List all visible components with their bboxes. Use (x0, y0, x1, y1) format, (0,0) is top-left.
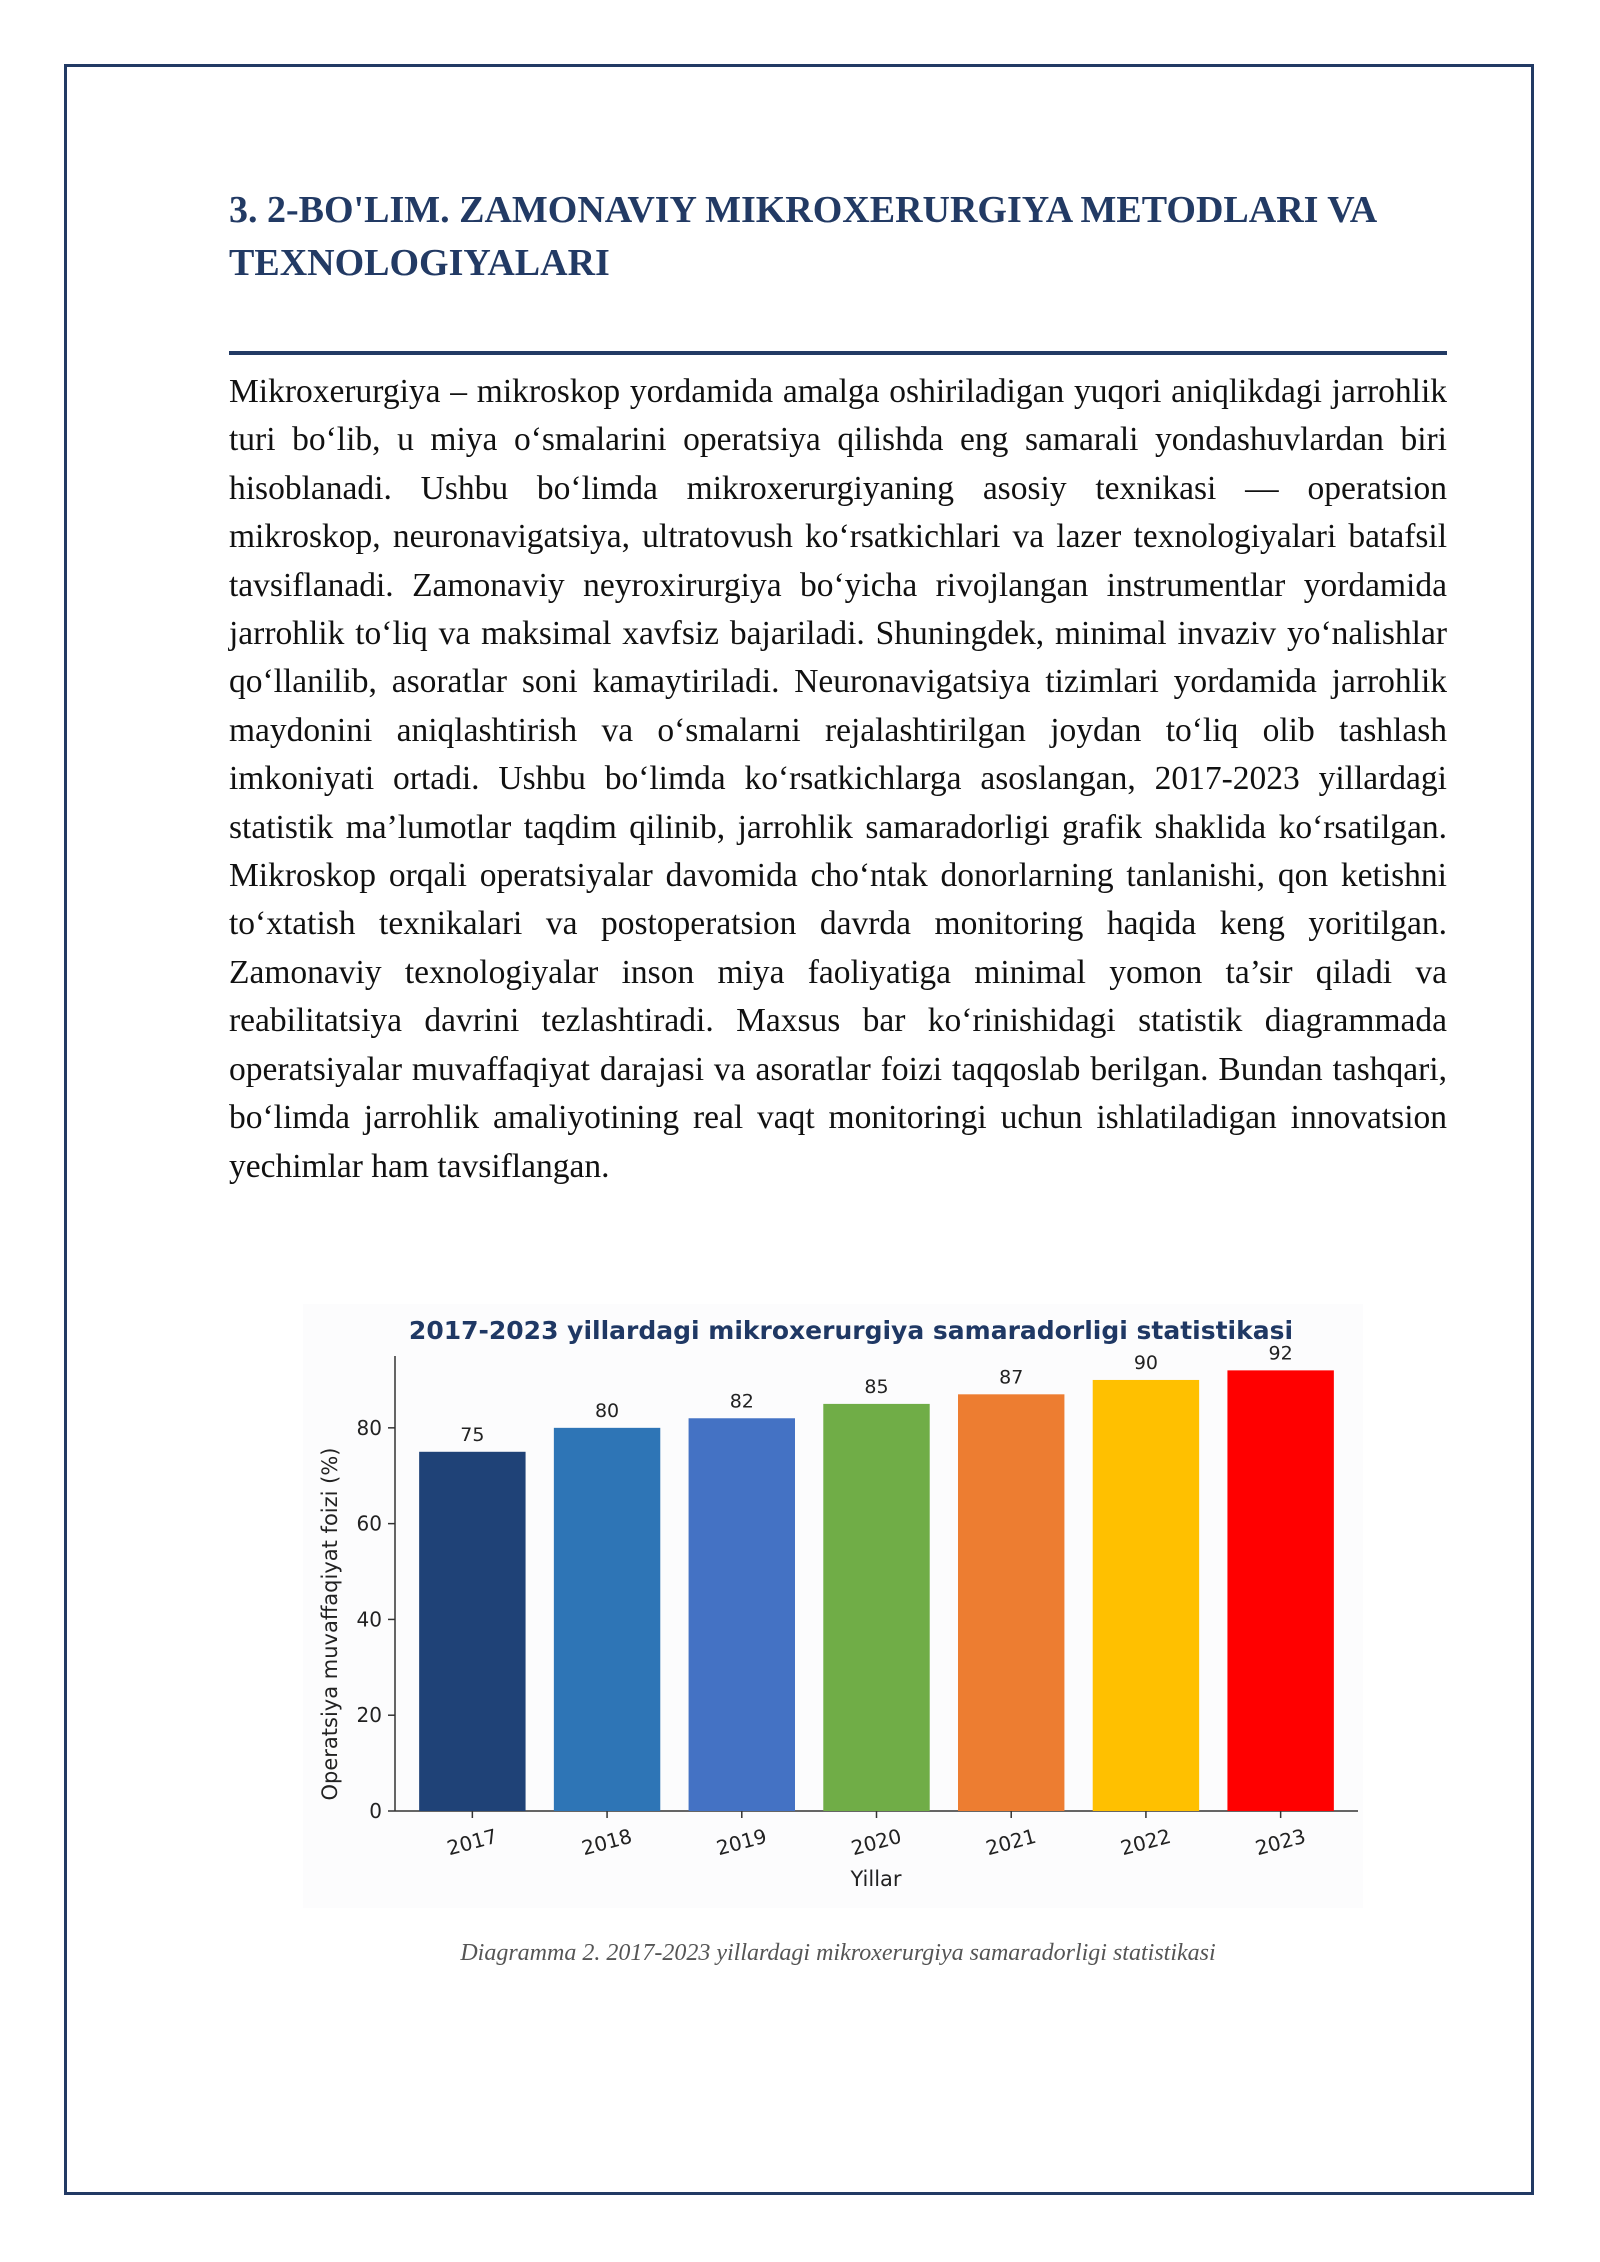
bar-value-label: 75 (460, 1423, 485, 1446)
body-paragraph: Mikroxerurgiya – mikroskop yordamida amalga oshiriladigan yuqori aniqlikdagi jarrohlik turi bo‘lib, u miya o‘smalarini operatsiya qilishda eng samarali yondashuvlardan biri hisoblanadi. Ushbu bo‘limda mikroxerurgiyaning asosiy texnikasi — operatsion mikroskop, neuronavigatsiya, ultratovush ko‘rsatkichlari va lazer texnologiyalari batafsil tavsiflanadi. Zamonaviy neyroxirurgiya bo‘yicha rivojlangan instrumentlar yordamida jarrohlik to‘liq va maksimal xavfsiz bajariladi. Shuningdek, minimal invaziv yo‘nalishlar qo‘llanilib, asoratlar soni kamaytiriladi. Neuronavigatsiya tizimlari yordamida jarrohlik maydonini aniqlashtirish va o‘smalarni rejalashtirilgan joydan to‘liq olib tashlash imkoniyati ortadi. Ushbu bo‘limda ko‘rsatkichlarga asoslangan, 2017-2023 yillardagi statistik ma’lumotlar taqdim qilinib, jarrohlik samaradorligi grafik shaklida ko‘rsatilgan. Mikroskop orqali operatsiyalar davomida cho‘ntak donorlarning tanlanishi, qon ketishni to‘xtatish texnikalari va postoperatsion davrda monitoring haqida keng yoritilgan. Zamonaviy texnologiyalar inson miya faoliyatiga minimal yomon ta’sir qiladi va reabilitatsiya davrini tezlashtiradi. Maxsus bar ko‘rinishidagi statistik diagrammada operatsiyalar muvaffaqiyat darajasi va asoratlar foizi taqqoslab berilgan. Bundan tashqari, bo‘limda jarrohlik amaliyotining real vaqt monitoringi uchun ishlatiladigan innovatsion yechimlar ham tavsiflangan. (229, 373, 1447, 1185)
x-tick-label: 2022 (1117, 1823, 1174, 1861)
chart-title: 2017-2023 yillardagi mikroxerurgiya samaradorligi statistikasi (408, 1316, 1294, 1345)
bar (554, 1428, 660, 1811)
y-tick-label: 0 (369, 1799, 382, 1823)
bar-value-label: 87 (999, 1366, 1024, 1389)
bar (958, 1394, 1064, 1811)
bar (689, 1418, 795, 1811)
bar (1093, 1380, 1199, 1811)
bar-value-label: 80 (594, 1399, 620, 1422)
y-axis-label: Operatsiya muvaffaqiyat foizi (%) (318, 1447, 342, 1801)
bar-value-label: 85 (864, 1375, 889, 1398)
y-tick-label: 60 (356, 1511, 382, 1536)
section-heading: 3. 2-BO'LIM. ZAMONAVIY MIKROXERURGIYA METODLARI VA TEXNOLOGIYALARI (229, 189, 1376, 284)
y-tick-label: 40 (356, 1607, 382, 1632)
bar-value-label: 90 (1133, 1351, 1159, 1374)
plot-area (357, 1342, 1358, 1860)
bar (823, 1404, 929, 1811)
x-tick-label: 2018 (579, 1823, 635, 1861)
x-tick-label: 2017 (444, 1823, 500, 1861)
bar-chart (303, 1304, 1363, 1908)
x-axis-label: Yillar (850, 1867, 902, 1891)
x-tick-label: 2019 (713, 1823, 770, 1861)
x-tick-label: 2021 (983, 1823, 1039, 1861)
y-tick-label: 80 (356, 1415, 382, 1440)
heading-divider (229, 351, 1447, 355)
x-tick-label: 2020 (848, 1823, 904, 1861)
bar (1227, 1370, 1333, 1811)
y-tick-label: 20 (356, 1703, 382, 1728)
bar-chart-figure (303, 1304, 1363, 1908)
bar (419, 1452, 525, 1811)
figure-caption: Diagramma 2. 2017-2023 yillardagi mikroxerurgiya samaradorligi statistikasi (460, 1940, 1216, 1966)
bar-value-label: 92 (1268, 1342, 1293, 1365)
x-tick-label: 2023 (1252, 1823, 1309, 1861)
bar-value-label: 82 (729, 1390, 754, 1413)
